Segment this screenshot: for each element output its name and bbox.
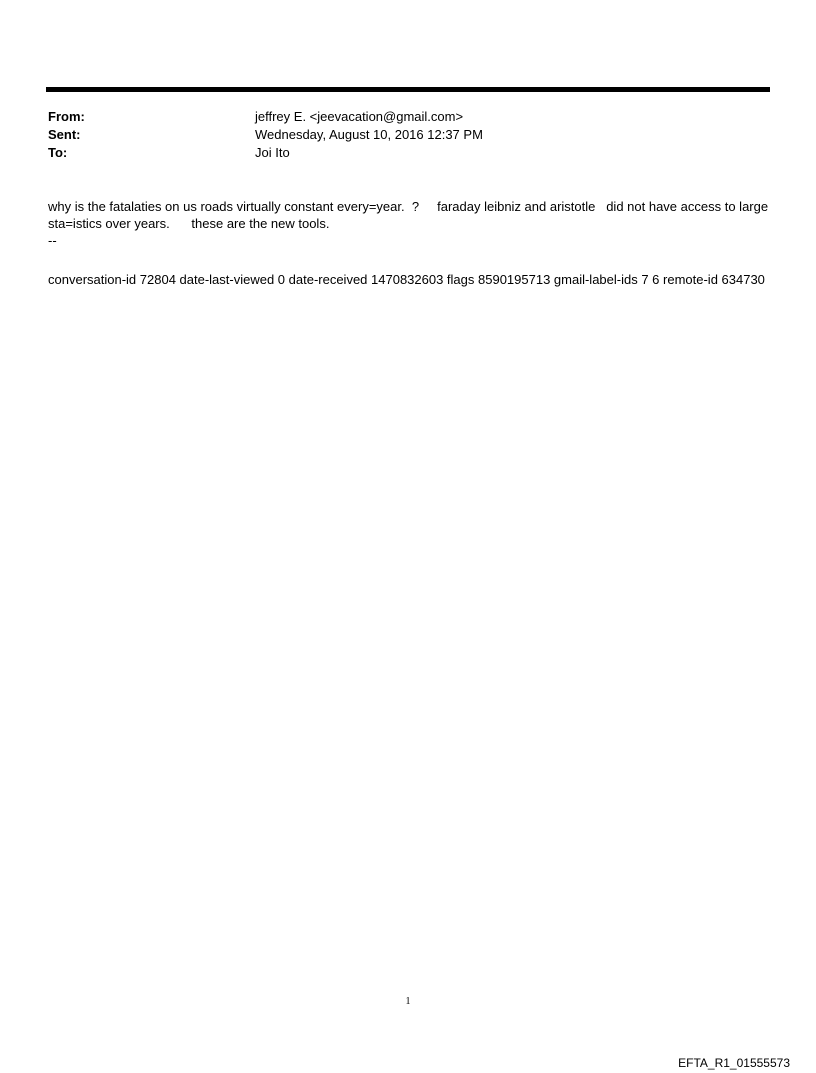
to-value: Joi Ito	[255, 145, 290, 160]
header-divider	[46, 87, 770, 92]
page-number: 1	[405, 996, 411, 1007]
sent-row	[48, 126, 768, 144]
email-body	[48, 198, 772, 249]
sent-label: Sent:	[48, 127, 81, 142]
message-metadata: conversation-id 72804 date-last-viewed 0 date-received 1470832603 flags 8590195713 gmail-label-ids 7 6 remote-id 634730	[48, 272, 765, 287]
to-row	[48, 144, 768, 162]
sent-value: Wednesday, August 10, 2016 12:37 PM	[255, 127, 483, 142]
message-text: why is the fatalaties on us roads virtually constant every=year. ? faraday leibniz and aristotle did not have access to large sta=istics over years. these are the new tools.	[48, 199, 772, 231]
email-header	[48, 108, 768, 162]
to-label: To:	[48, 145, 68, 160]
from-label: From:	[48, 109, 85, 124]
document-id: EFTA_R1_01555573	[678, 1056, 790, 1070]
from-value: jeffrey E. <jeevacation@gmail.com>	[255, 109, 464, 124]
signature-separator: --	[48, 233, 57, 248]
from-row	[48, 108, 768, 126]
